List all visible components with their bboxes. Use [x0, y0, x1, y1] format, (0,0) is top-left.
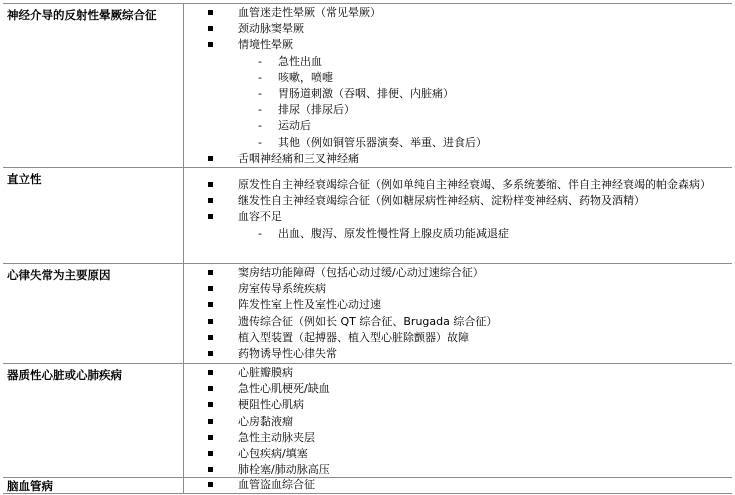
list-item: 急性主动脉夹层 [208, 430, 728, 446]
list-item: 血容不足 [208, 209, 728, 225]
sub-list-item: - 出血、腹泻、原发性慢性肾上腺皮质功能减退症 [208, 226, 728, 242]
list-item: 继发性自主神经衰竭综合征（例如糖尿病性神经病、淀粉样变神经病、药物及酒精） [208, 193, 728, 209]
dash-bullet: - [258, 226, 262, 240]
category-label: 器质性心脏或心肺疾病 [7, 368, 122, 382]
list-item: 植入型装置（起搏器、植入型心脏除颤器）故障 [208, 330, 728, 346]
square-bullet-icon [208, 270, 213, 275]
square-bullet-icon [208, 335, 213, 340]
table-row [3, 3, 732, 168]
sub-list-item: - 其他（例如铜管乐器演奏、举重、进食后） [208, 135, 728, 151]
square-bullet-icon [208, 319, 213, 324]
list-item: 血管迷走性晕厥（常见晕厥） [208, 5, 728, 21]
category-label: 脑血管病 [7, 479, 53, 493]
table-row [3, 167, 732, 264]
dash-bullet: - [258, 135, 262, 149]
list-item: 急性心肌梗死/缺血 [208, 381, 728, 397]
list-item: 心脏瓣膜病 [208, 365, 728, 381]
dash-bullet: - [258, 119, 262, 133]
square-bullet-icon [208, 42, 213, 47]
square-bullet-icon [208, 182, 213, 187]
list-item: 肺栓塞/肺动脉高压 [208, 462, 728, 478]
square-bullet-icon [208, 302, 213, 307]
square-bullet-icon [208, 370, 213, 375]
square-bullet-icon [208, 214, 213, 219]
item-list [208, 365, 728, 478]
item-list [208, 5, 728, 167]
square-bullet-icon [208, 386, 213, 391]
square-bullet-icon [208, 419, 213, 424]
list-item: 血管盗血综合征 [208, 477, 728, 493]
table-row [3, 477, 732, 494]
list-item: 阵发性室上性及室性心动过速 [208, 297, 728, 313]
square-bullet-icon [208, 467, 213, 472]
list-item: 心包疾病/填塞 [208, 446, 728, 462]
table-row [3, 363, 732, 478]
dash-bullet: - [258, 103, 262, 117]
item-list [208, 177, 728, 242]
syncope-classification-table [3, 3, 732, 493]
square-bullet-icon [208, 451, 213, 456]
sub-list-item: - 运动后 [208, 118, 728, 134]
category-label: 神经介导的反射性晕厥综合征 [7, 8, 157, 22]
sub-list-item: - 排尿（排尿后） [208, 102, 728, 118]
dash-bullet: - [258, 70, 262, 84]
square-bullet-icon [208, 482, 213, 487]
sub-list-item: - 咳嗽，喷嚏 [208, 70, 728, 86]
dash-bullet: - [258, 54, 262, 68]
list-item: 舌咽神经痛和三叉神经痛 [208, 151, 728, 167]
sub-list-item: - 胃肠道刺激（吞咽、排便、内脏痛） [208, 86, 728, 102]
list-item: 窦房结功能障碍（包括心动过缓/心动过速综合征） [208, 265, 728, 281]
dash-bullet: - [258, 87, 262, 101]
square-bullet-icon [208, 402, 213, 407]
category-label: 心律失常为主要原因 [7, 268, 111, 282]
square-bullet-icon [208, 435, 213, 440]
list-item: 梗阻性心肌病 [208, 397, 728, 413]
square-bullet-icon [208, 351, 213, 356]
list-item: 情境性晕厥 [208, 37, 728, 53]
list-item: 颈动脉窦晕厥 [208, 21, 728, 37]
category-label: 直立性 [7, 172, 42, 186]
list-item: 心房黏液瘤 [208, 414, 728, 430]
list-item: 原发性自主神经衰竭综合征（例如单纯自主神经衰竭、多系统萎缩、伴自主神经衰竭的帕金森病） [208, 177, 728, 193]
list-item: 遗传综合征（例如长 QT 综合征、Brugada 综合征） [208, 314, 728, 330]
square-bullet-icon [208, 10, 213, 15]
square-bullet-icon [208, 286, 213, 291]
square-bullet-icon [208, 198, 213, 203]
sub-list-item: - 急性出血 [208, 54, 728, 70]
square-bullet-icon [208, 26, 213, 31]
list-item: 房室传导系统疾病 [208, 281, 728, 297]
item-list [208, 477, 728, 493]
list-item: 药物诱导性心律失常 [208, 346, 728, 362]
item-list [208, 265, 728, 362]
square-bullet-icon [208, 156, 213, 161]
table-row [3, 263, 732, 364]
